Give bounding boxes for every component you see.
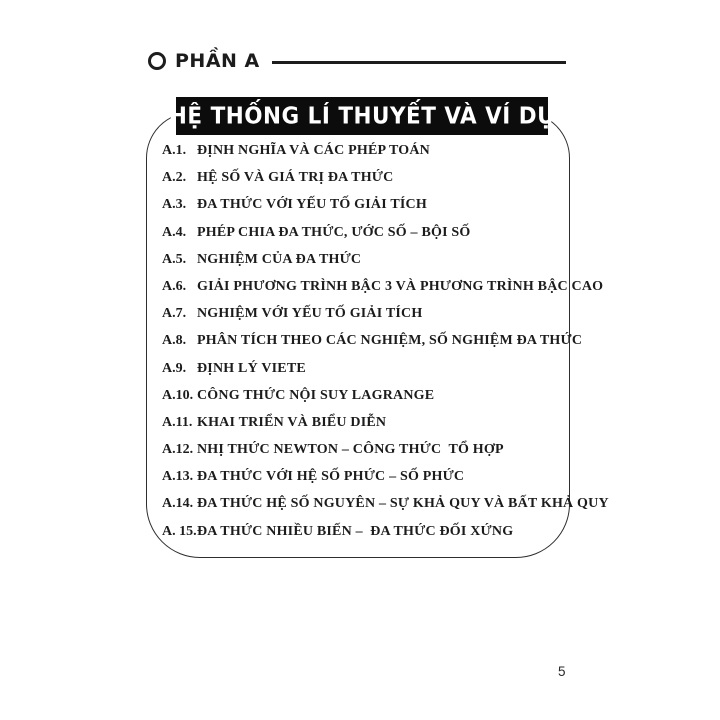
toc-item-title: GIẢI PHƯƠNG TRÌNH BẬC 3 VÀ PHƯƠNG TRÌNH BẬC CAO: [197, 278, 604, 294]
part-header: [148, 50, 566, 72]
toc-item: [162, 252, 566, 279]
toc-item-number: A.8.: [162, 333, 187, 349]
toc-item-title: ĐỊNH LÝ VIETE: [197, 360, 306, 376]
toc-item: [162, 388, 566, 415]
header-rule: [272, 61, 566, 64]
toc-item: [162, 442, 566, 469]
toc-item-title: NGHIỆM CỦA ĐA THỨC: [197, 251, 362, 267]
toc-item: [162, 143, 566, 170]
toc-item-number: A.12.: [162, 442, 194, 458]
toc-item-number: A.1.: [162, 143, 187, 158]
toc-item-title: ĐA THỨC NHIỀU BIẾN – ĐA THỨC ĐỐI XỨNG: [197, 523, 514, 539]
part-label: PHẦN A: [175, 50, 260, 72]
toc-item: [162, 225, 566, 252]
toc-item-number: A.2.: [162, 170, 187, 186]
toc-item-number: A.7.: [162, 306, 187, 322]
toc-item-number: A.10.: [162, 387, 194, 403]
toc-item-number: A.4.: [162, 224, 187, 240]
toc-item-title: ĐA THỨC VỚI HỆ SỐ PHỨC – SỐ PHỨC: [197, 469, 465, 485]
toc-item-number: A.14.: [162, 496, 194, 512]
toc-item-title: PHÉP CHIA ĐA THỨC, ƯỚC SỐ – BỘI SỐ: [197, 224, 471, 240]
toc-item-number: A.11.: [162, 414, 193, 430]
toc-item: [162, 415, 566, 442]
toc-item-title: ĐA THỨC VỚI YẾU TỐ GIẢI TÍCH: [197, 197, 427, 213]
circle-bullet-icon: [148, 52, 166, 70]
toc-item-number: A.3.: [162, 197, 187, 213]
toc-item-title: NGHIỆM VỚI YẾU TỐ GIẢI TÍCH: [197, 306, 423, 322]
toc-item-title: KHAI TRIỂN VÀ BIỂU DIỄN: [197, 414, 387, 430]
toc-item: [162, 333, 583, 360]
toc-item: [162, 197, 566, 224]
toc-item-title: HỆ SỐ VÀ GIÁ TRỊ ĐA THỨC: [197, 170, 394, 186]
toc-item: [162, 469, 566, 496]
section-title: HỆ THỐNG LÍ THUYẾT VÀ VÍ DỤ: [168, 102, 556, 130]
toc-item: [162, 278, 604, 306]
toc-item-number: A. 15.: [162, 523, 197, 539]
toc-item-title: PHÂN TÍCH THEO CÁC NGHIỆM, SỐ NGHIỆM ĐA THỨC: [197, 333, 583, 349]
toc-item: [162, 524, 566, 551]
toc-item-number: A.6.: [162, 278, 187, 294]
toc-item-number: A.5.: [162, 251, 187, 267]
toc-item-title: CÔNG THỨC NỘI SUY LAGRANGE: [197, 387, 435, 403]
toc-item: [162, 496, 609, 523]
toc-item-title: NHỊ THỨC NEWTON – CÔNG THỨC TỔ HỢP: [197, 442, 504, 458]
toc-list: [162, 143, 609, 551]
section-title-banner: [168, 97, 556, 135]
toc-item: [162, 170, 566, 197]
toc-item-number: A.9.: [162, 360, 187, 376]
toc-item-number: A.13.: [162, 469, 194, 485]
toc-item: [162, 306, 566, 333]
toc-item-title: ĐA THỨC HỆ SỐ NGUYÊN – SỰ KHẢ QUY VÀ BẤT KHẢ QUY: [197, 496, 609, 512]
page-number: 5: [558, 664, 566, 679]
toc-item-title: ĐỊNH NGHĨA VÀ CÁC PHÉP TOÁN: [197, 143, 430, 158]
toc-item: [162, 361, 566, 388]
